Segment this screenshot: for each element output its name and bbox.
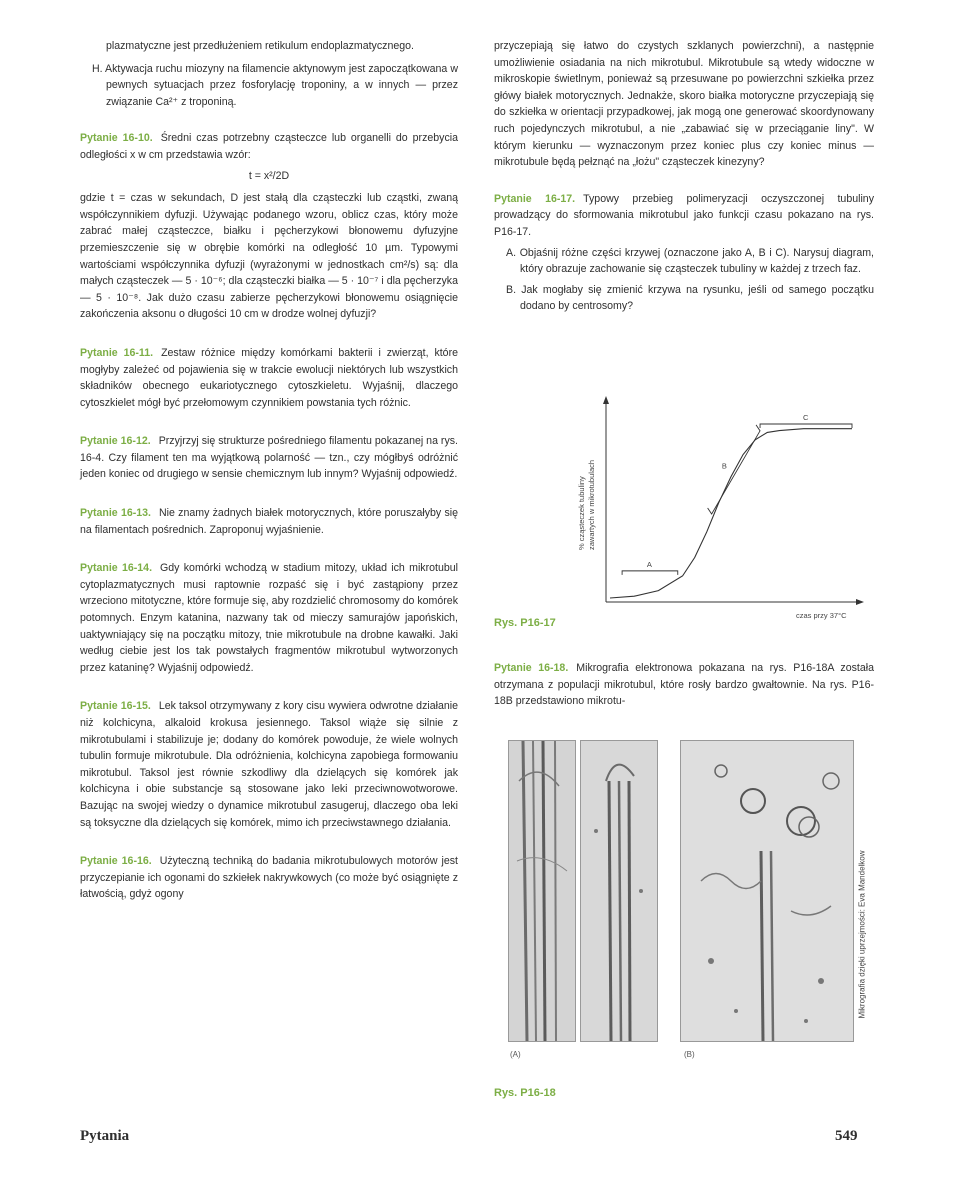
y-axis-arrow [603,396,609,404]
phase-bracket-a [622,571,678,575]
question-text: Mikrografia elektronowa pokazana na rys. P16-18A została otrzymana z populacji mikrotubul, które rosły bardzo gwałtownie. Na rys. P16-18B przedstawiono mikrotu- [494,662,874,708]
y-axis-label-line-2: zawartych w mikrotubulach [587,459,596,550]
figure-p16-17 [570,392,870,624]
item-g-tail: plazmatyczne jest przedłużeniem retikulum endoplazmatycznego. [106,40,414,52]
x-axis-label: czas przy 37°C [796,611,847,620]
phase-label-b: B [721,461,727,471]
phase-label-c: C [803,413,809,422]
question-16-18 [494,660,874,710]
question-label: Pytanie 16-18. [494,662,569,674]
left-column [80,38,458,903]
question-16-14 [80,560,458,676]
question-17-part-a: A. Objaśnij różne części krzywej (oznaczone jako A, B i C). Narysuj diagram, który obrazuje zachowanie się cząsteczek tubuliny w każdej z trzech faz. [506,246,874,276]
question-text: Gdy komórki wchodzą w stadium mitozy, układ ich mikrotubul cytoplazmatycznych musi raptownie rozpaść się i być zastąpiony przez wrzeciono mitotyczne, które formuje się, aby rozdzielić chromosomy do komórek potomnych. Enzym katanina, nazwany tak od mieczy samurajów japońskich, uaktywniający się na początku mitozy, tnie mikrotubule na drobne kawałki. Jaki według ciebie jest los tak powstałych fragmentów mikrotubul wytworzonych przez kataninę? Wyjaśnij odpowiedź. [80,562,458,674]
question-label: Pytanie 16-10. [80,132,153,145]
polymerization-curve [610,429,852,598]
question-16-16-continued: przyczepiają się łatwo do czystych szklanych powierzchni), a następnie umożliwienie osiadania na nich mikrotubul. Mikrotubule są wtedy widoczne w mikroskopie świetlnym, ponieważ są przesuwane po powierzchni szkiełka przez główy białek motorycznych. Jednakże, skoro białka motoryczne przyczepiają się do szkiełka w orientacji przypadkowej, jak mogą one generować skoordynowany ruch pojedynczych mikrotubul, a nie „zabawiać się w przeciąganie liny". W którym kierunku — wyznaczonym przez koniec plus czy koniec minus — mikrotubule będą pełznąć na „łożu" cząsteczek kinezyny? [494,40,874,169]
question-label: Pytanie 16-11. [80,346,154,359]
page-number: 549 [835,1128,858,1144]
right-column [494,38,874,315]
question-text: Typowy przebieg polimeryzacji oczyszczonej tubuliny prowadzący do sformowania mikrotubul jako funkcji czasu pokazano na rys. P16-17. [494,192,874,238]
polymerization-chart [570,392,870,624]
question-text-continued: gdzie t = czas w sekundach, D jest stałą dla cząsteczki lub cząstki, zwaną współczynnikiem dyfuzji. Używając podanego wzoru, oblicz czas, który może zabrać małej cząsteczce, białku i pęcherzykowi błonowemu dyfuzyjne przemieszczenie się w obrębie komórki na odległość 10 µm. Typowymi wartościami współczynnika dyfuzji (wyrażonymi w jednostkach cm²/s) są: dla małych cząsteczek — 5 · 10⁻⁶; dla cząsteczki białka — 5 · 10⁻⁷ i dla pęcherzyka — 5 · 10⁻⁸. Jak dużo czasu zabierze pęcherzykowi błonowemu osiągnięcie zakończenia aksonu o długości 10 cm w drodze wolnej dyfuzji? [80,192,458,321]
credit-text: Mikrografia dzięki uprzejmości: Eva Mandelkow [857,850,867,1019]
panel-label-a: (A) [510,1050,521,1059]
question-17-part-b: B. Jak mogłaby się zmienić krzywa na rysunku, jeśli od samego początku dodano by centrosomy? [506,283,874,313]
question-text: Średni czas potrzebny cząsteczce lub organelli do przebycia odległości x w cm przedstawia wzór: [80,132,458,161]
y-axis-label-line [577,460,596,550]
question-label: Pytanie 16-17. [494,192,576,205]
figure-caption-p16-18: Rys. P16-18 [494,1087,556,1099]
question-text: Nie znamy żadnych białek motorycznych, które poruszałyby się na filamentach pośrednich. Zaproponuj wyjaśnienie. [80,507,459,536]
y-axis-label-line-1: % cząsteczek tubuliny [577,476,586,550]
panel-label-b: (B) [684,1050,695,1059]
question-16-16 [80,853,458,903]
question-label: Pytanie 16-14. [80,562,153,575]
micrograph-b [680,740,854,1042]
footer-section-title: Pytania [80,1128,130,1144]
question-text: Lek taksol otrzymywany z kory cisu wywiera odwrotne działanie niż kolchicyna, alkaloid krokusa jesiennego. Taksol wiąże się silnie z mikrotubulami i stabilizuje je; dodany do komórek powoduje, że wiele wolnych tubulin formuje mikrotubule. Dla odróżnienia, kolchicyna zapobiega formowaniu mikrotubul. Taksol jest równie szkodliwy dla dzielących się komórek jak kolchicyna i obie substancje są stosowane jako leki przeciwnowotworowe. Bazując na swojej wiedzy o dynamice mikrotubul zasugeruj, dlaczego oba leki są toksyczne dla dzielących się komórek, mimo ich przeciwstawnego działania. [80,700,458,829]
micrograph-a-right [580,740,658,1042]
question-label: Pytanie 16-13. [80,507,151,520]
item-h: H. Aktywacja ruchu miozyny na filamencie aktynowym jest zapoczątkowana w pewnych sytuacjach przez fosforylację troponiny, a w innych — przez związanie Ca²⁺ z troponiną. [92,62,458,108]
x-axis-arrow [856,599,864,605]
question-16-15 [80,698,458,831]
question-16-18-block [494,660,874,710]
question-text: Zestaw różnice między komórkami bakterii i zwierząt, które mogłyby zależeć od pojawienia się w trakcie ewolucji niektórych lub wszystkich składników obecnego eukariotycznego cytoszkieletu. Wyjaśnij, dlaczego cytoszkielet mógł być przełomowym czynnikiem powstania tych różnic. [80,346,458,409]
question-label: Pytanie 16-16. [80,855,152,868]
question-16-13 [80,505,458,538]
micrograph-a-left [508,740,576,1042]
phase-bracket-c [760,424,852,428]
question-text: Przyjrzyj się strukturze pośredniego filamentu pokazanej na rys. 16-4. Czy filament ten ma wyjątkową polarność — tzn., czy mógłbyś odróżnić jeden koniec od drugiego w sensie chemicznym lub innym? Wyjaśnij odpowiedź. [80,435,458,481]
question-label: Pytanie 16-12. [80,435,151,448]
question-label: Pytanie 16-15. [80,700,151,713]
phase-label-a: A [646,559,652,569]
question-16-11 [80,345,458,411]
question-16-10 [80,130,458,163]
figure-caption-p16-17: Rys. P16-17 [494,617,556,629]
micrograph-credit [855,830,869,1040]
question-16-12 [80,433,458,483]
question-16-17 [494,191,874,241]
formula: t = x²/2D [248,169,290,182]
question-text: Użyteczną techniką do badania mikrotubulowych motorów jest przyczepianie ich ogonami do szkiełek nakrywkowych (co może być osiągnięte z łatwością, gdyż ogony [80,855,458,901]
phase-bracket-b [708,425,760,514]
